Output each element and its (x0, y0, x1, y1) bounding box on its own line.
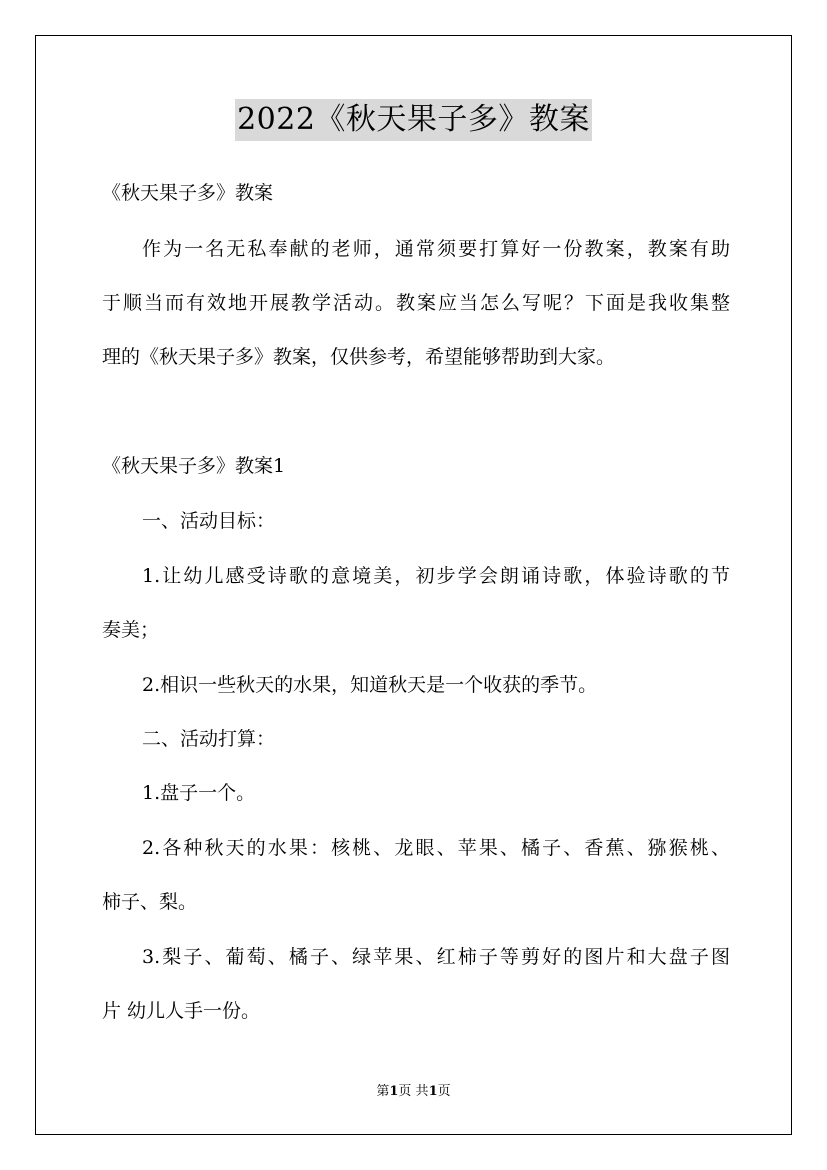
prep-2-line-1: 2.各种秋天的水果：核桃、龙眼、苹果、橘子、香蕉、猕猴桃、 (142, 837, 730, 859)
title-container (0, 99, 827, 141)
intro-line-2: 于顺当而有效地开展教学活动。教案应当怎么写呢？下面是我收集整 (102, 292, 730, 314)
goals-heading: 一、活动目标： (142, 510, 276, 532)
prep-2-line-2: 柿子、梨。 (102, 891, 198, 913)
subtitle: 《秋天果子多》教案 (102, 182, 274, 204)
intro-line-1: 作为一名无私奉献的老师，通常须要打算好一份教案，教案有助 (142, 238, 730, 260)
goal-1-line-2: 奏美； (102, 619, 160, 641)
prep-3-line-1: 3.梨子、葡萄、橘子、绿苹果、红柿子等剪好的图片和大盘子图 (142, 946, 730, 968)
footer-total-pages: 1 (428, 1084, 438, 1099)
footer-page-suffix: 页 (437, 1084, 451, 1099)
goal-1-line-1: 1.让幼儿感受诗歌的意境美，初步学会朗诵诗歌，体验诗歌的节 (142, 565, 730, 587)
prep-heading: 二、活动打算： (142, 728, 276, 750)
prep-1: 1.盘子一个。 (142, 782, 256, 804)
intro-line-3: 理的《秋天果子多》教案，仅供参考，希望能够帮助到大家。 (102, 346, 616, 368)
prep-3-line-2: 片 幼儿人手一份。 (102, 1000, 261, 1022)
footer-page-mid: 页 共 (398, 1084, 429, 1099)
section-heading: 《秋天果子多》教案1 (102, 455, 286, 477)
page-footer (0, 1083, 827, 1101)
footer-page-number: 1 (389, 1084, 399, 1099)
footer-page-prefix: 第 (376, 1084, 390, 1099)
goal-2: 2.相识一些秋天的水果，知道秋天是一个收获的季节。 (142, 674, 598, 696)
document-title: 2022《秋天果子多》教案 (235, 99, 592, 141)
